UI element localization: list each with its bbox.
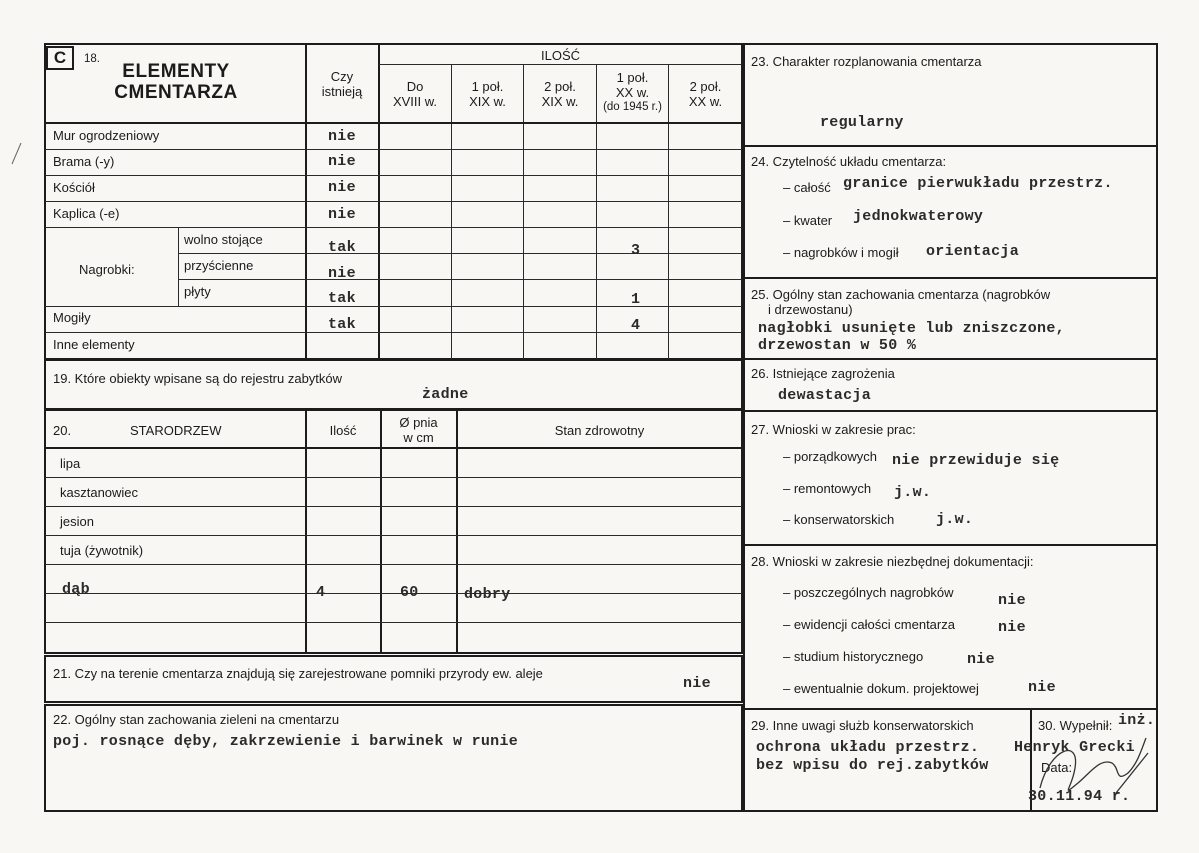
graves-value: orientacja	[926, 243, 1020, 260]
card-letter: C	[46, 46, 74, 70]
exists-value: nie	[328, 265, 356, 282]
section-24-label: 24. Czytelność układu cmentarza:	[751, 154, 947, 169]
conservation-value: j.w.	[936, 511, 974, 528]
cleanup-value: nie przewiduje się	[892, 452, 1060, 469]
row-label: Inne elementy	[53, 337, 135, 352]
section-29-label: 29. Inne uwagi służb konserwatorskich	[751, 718, 974, 733]
tree-name: tuja (żywotnik)	[60, 543, 144, 558]
section-20-title: STARODRZEW	[130, 423, 222, 438]
section-23-value: regularny	[820, 114, 904, 131]
quantity-value: 4	[631, 317, 641, 334]
section-30-label: 30. Wypełnił:	[1038, 718, 1113, 733]
graves-label: – nagrobków i mogił	[783, 245, 899, 260]
section-26-value: dewastacja	[778, 387, 872, 404]
exists-header: Czy istnieją	[321, 69, 363, 99]
row-label: przyścienne	[184, 258, 254, 273]
section-23-label: 23. Charakter rozplanowania cmentarza	[751, 54, 982, 69]
renovation-label: – remontowych	[783, 481, 872, 496]
author-title: inż.	[1118, 712, 1156, 729]
trunk-header: Ø pnia w cm	[399, 415, 438, 445]
quarters-value: jednokwaterowy	[853, 208, 984, 225]
exists-value: nie	[328, 179, 356, 196]
section-27-label: 27. Wnioski w zakresie prac:	[751, 422, 916, 437]
section-22-value: poj. rosnące dęby, zakrzewienie i barwinek w runie	[53, 733, 519, 750]
row-label: Kaplica (-e)	[53, 206, 120, 221]
section-title: ELEMENTY CMENTARZA	[114, 61, 238, 104]
row-label: Mogiły	[53, 310, 91, 325]
col-header: 2 poł. XIX w.	[541, 79, 579, 109]
cleanup-label: – porządkowych	[783, 449, 877, 464]
health-value: dobry	[464, 586, 511, 603]
section-28-label: 28. Wnioski w zakresie niezbędnej dokumentacji:	[751, 554, 1034, 569]
section-26-label: 26. Istniejące zagrożenia	[751, 366, 895, 381]
quantity-value: 1	[631, 291, 641, 308]
doc-history-value: nie	[967, 651, 995, 668]
doc-graves-label: – poszczególnych nagrobków	[783, 585, 954, 600]
row-label: Brama (-y)	[53, 154, 115, 169]
section-21-value: nie	[683, 675, 711, 692]
exists-value: nie	[328, 128, 356, 145]
section-29-value: ochrona układu przestrz. bez wpisu do rej.zabytków	[756, 739, 989, 774]
section-19-value: żadne	[422, 386, 469, 403]
row-label: Nagrobki:	[79, 262, 135, 277]
exists-value: tak	[328, 316, 356, 333]
trunk-value: 60	[400, 584, 419, 601]
row-label: wolno stojące	[184, 232, 263, 247]
exists-value: nie	[328, 153, 356, 170]
tree-count-value: 4	[316, 584, 326, 601]
doc-project-label: – ewentualnie dokum. projektowej	[783, 681, 979, 696]
col-header: 1 poł. XIX w.	[469, 79, 506, 109]
exists-value: nie	[328, 206, 356, 223]
section-22-label: 22. Ogólny stan zachowania zieleni na cmentarzu	[53, 712, 340, 727]
section-19-label: 19. Które obiekty wpisane są do rejestru zabytków	[53, 371, 343, 386]
renovation-value: j.w.	[894, 484, 932, 501]
tree-name: jesion	[60, 514, 94, 529]
section-21-label: 21. Czy na terenie cmentarza znajdują się zarejestrowane pomniki przyrody ew. aleje	[53, 666, 543, 681]
quarters-label: – kwater	[783, 213, 833, 228]
tree-name: lipa	[60, 456, 81, 471]
doc-graves-value: nie	[998, 592, 1026, 609]
col-header: 2 poł. XX w.	[688, 79, 723, 109]
row-label: Mur ogrodzeniowy	[53, 128, 160, 143]
tree-name: kasztanowiec	[60, 485, 139, 500]
exists-value: tak	[328, 239, 356, 256]
trees-count-header: Ilość	[329, 423, 357, 438]
row-label: płyty	[184, 284, 211, 299]
date-value: 30.11.94 r.	[1028, 788, 1131, 805]
doc-project-value: nie	[1028, 679, 1056, 696]
section-25-value: nagłobki usunięte lub zniszczone, drzewostan w 50 %	[758, 320, 1065, 354]
doc-records-value: nie	[998, 619, 1026, 636]
date-label: Data:	[1041, 760, 1073, 775]
section-number: 18.	[84, 53, 100, 65]
doc-history-label: – studium historycznego	[783, 649, 924, 664]
health-header: Stan zdrowotny	[554, 423, 645, 438]
tree-name-typed: dąb	[62, 581, 90, 598]
section-25-label: 25. Ogólny stan zachowania cmentarza (nagrobków i drzewostanu)	[751, 287, 1051, 317]
col-header: Do XVIII w.	[392, 79, 438, 109]
pencil-mark	[6, 140, 26, 168]
whole-value: granice pierwukładu przestrz.	[843, 175, 1113, 192]
author-name: Henryk Grecki	[1014, 739, 1135, 756]
signature	[1020, 728, 1160, 808]
col-header: 1 poł. XX w. (do 1945 r.)	[603, 70, 662, 113]
conservation-label: – konserwatorskich	[783, 512, 895, 527]
quantity-header: ILOŚĆ	[540, 48, 580, 63]
whole-label: – całość	[783, 180, 831, 195]
quantity-value: 3	[631, 242, 641, 259]
section-20-number: 20.	[53, 423, 72, 438]
doc-records-label: – ewidencji całości cmentarza	[783, 617, 955, 632]
row-label: Kościół	[53, 180, 95, 195]
exists-value: tak	[328, 290, 356, 307]
